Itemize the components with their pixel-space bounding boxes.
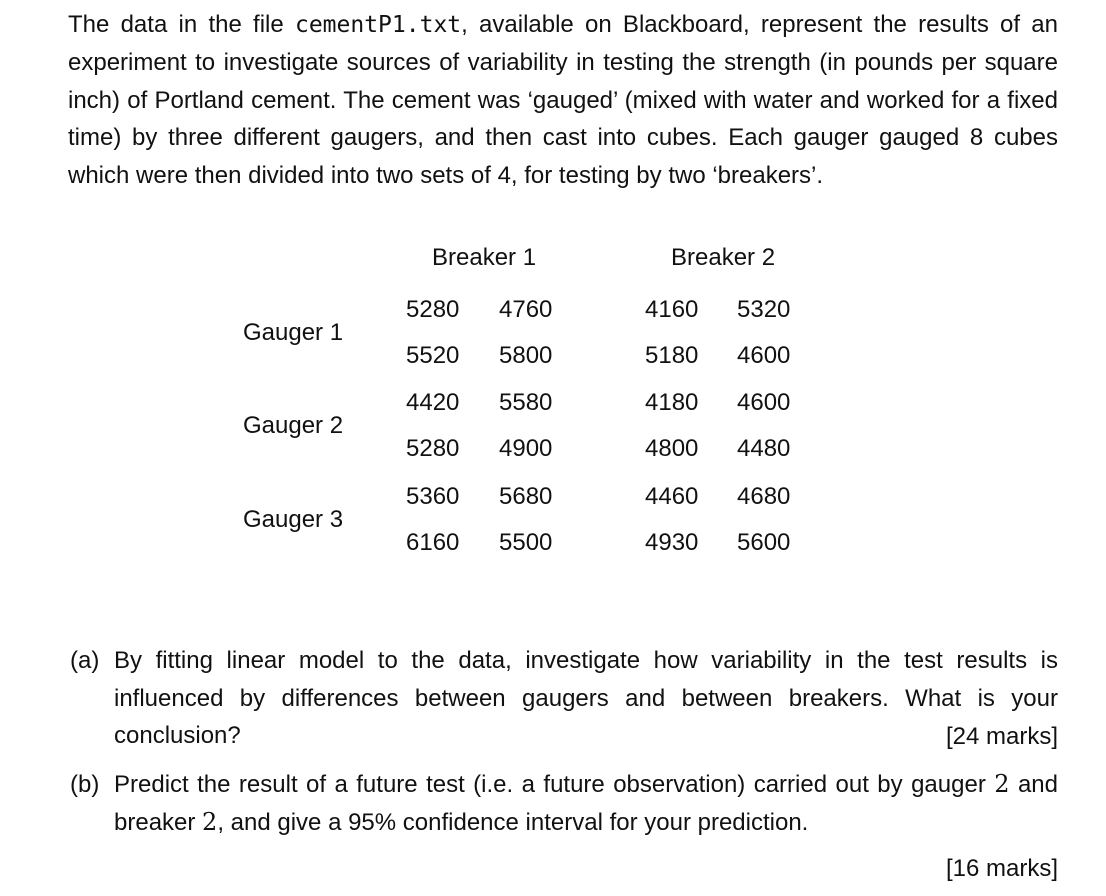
- question-b-breaker-number: 2: [202, 807, 218, 836]
- question-b-label: (b): [70, 771, 100, 798]
- question-a-label: (a): [70, 647, 100, 674]
- table-cell: 4930: [645, 529, 699, 556]
- table-cell: 5500: [499, 529, 553, 556]
- table-cell: 5680: [499, 483, 553, 510]
- question-b: [70, 766, 1059, 882]
- table-cell: 4760: [499, 296, 553, 323]
- table-cell: 5600: [737, 529, 791, 556]
- table-cell: 4900: [499, 435, 553, 462]
- gauger-2-label: Gauger 2: [243, 412, 344, 439]
- table-cell: 4600: [737, 342, 791, 369]
- gauger-3-label: Gauger 3: [243, 506, 344, 533]
- question-b-text: [114, 766, 1058, 841]
- table-cell: 4600: [737, 389, 791, 416]
- intro-text-start: The data in the file: [68, 11, 295, 38]
- table-cell: 5580: [499, 389, 553, 416]
- file-name: cementP1.txt: [294, 12, 462, 38]
- table-cell: 4480: [737, 435, 791, 462]
- breaker-1-header: Breaker 1: [432, 244, 537, 271]
- table-cell: 4420: [406, 389, 460, 416]
- question-b-text-2: and breaker: [114, 771, 1059, 836]
- table-cell: 5280: [406, 296, 460, 323]
- table-cell: 5280: [406, 435, 460, 462]
- question-b-text-1: Predict the result of a future test (i.e. a future observation) carried out by gauger: [114, 771, 995, 798]
- table-cell: 5360: [406, 483, 460, 510]
- question-b-marks: [16 marks]: [945, 855, 1058, 882]
- question-a-marks: [24 marks]: [945, 723, 1058, 750]
- table-cell: 5180: [645, 342, 699, 369]
- table-cell: 5520: [406, 342, 460, 369]
- table-cell: 5320: [737, 296, 791, 323]
- table-cell: 4800: [645, 435, 699, 462]
- question-b-gauger-number: 2: [994, 770, 1010, 798]
- gauger-1-label: Gauger 1: [243, 319, 344, 346]
- intro-text-rest: , available on Blackboard, represent the results of an experiment to investigate sources of variability in testing the strength (in pounds per square inch) of Portland cement. The cement was ‘gauged’ (mixed with water and worked for a fixed time) by three different gaugers, and then cast into cubes. Each gauger gauged 8 cubes which were then divided into two sets of 4, for testing by two ‘breakers’.: [68, 11, 1058, 189]
- table-cell: 4180: [645, 389, 699, 416]
- table-cell: 4460: [645, 483, 699, 510]
- breaker-2-header: Breaker 2: [671, 244, 776, 271]
- table-cell: 6160: [406, 529, 460, 556]
- table-cell: 4160: [645, 296, 699, 323]
- question-b-text-3: , and give a 95% confidence interval for your prediction.: [217, 808, 809, 836]
- table-cell: 4680: [737, 483, 791, 510]
- question-a: [70, 642, 1058, 755]
- question-a-text: By fitting linear model to the data, investigate how variability in the test results is influenced by differences between gaugers and between breakers. What is your conclusion?: [114, 647, 1058, 750]
- table-cell: 5800: [499, 342, 553, 369]
